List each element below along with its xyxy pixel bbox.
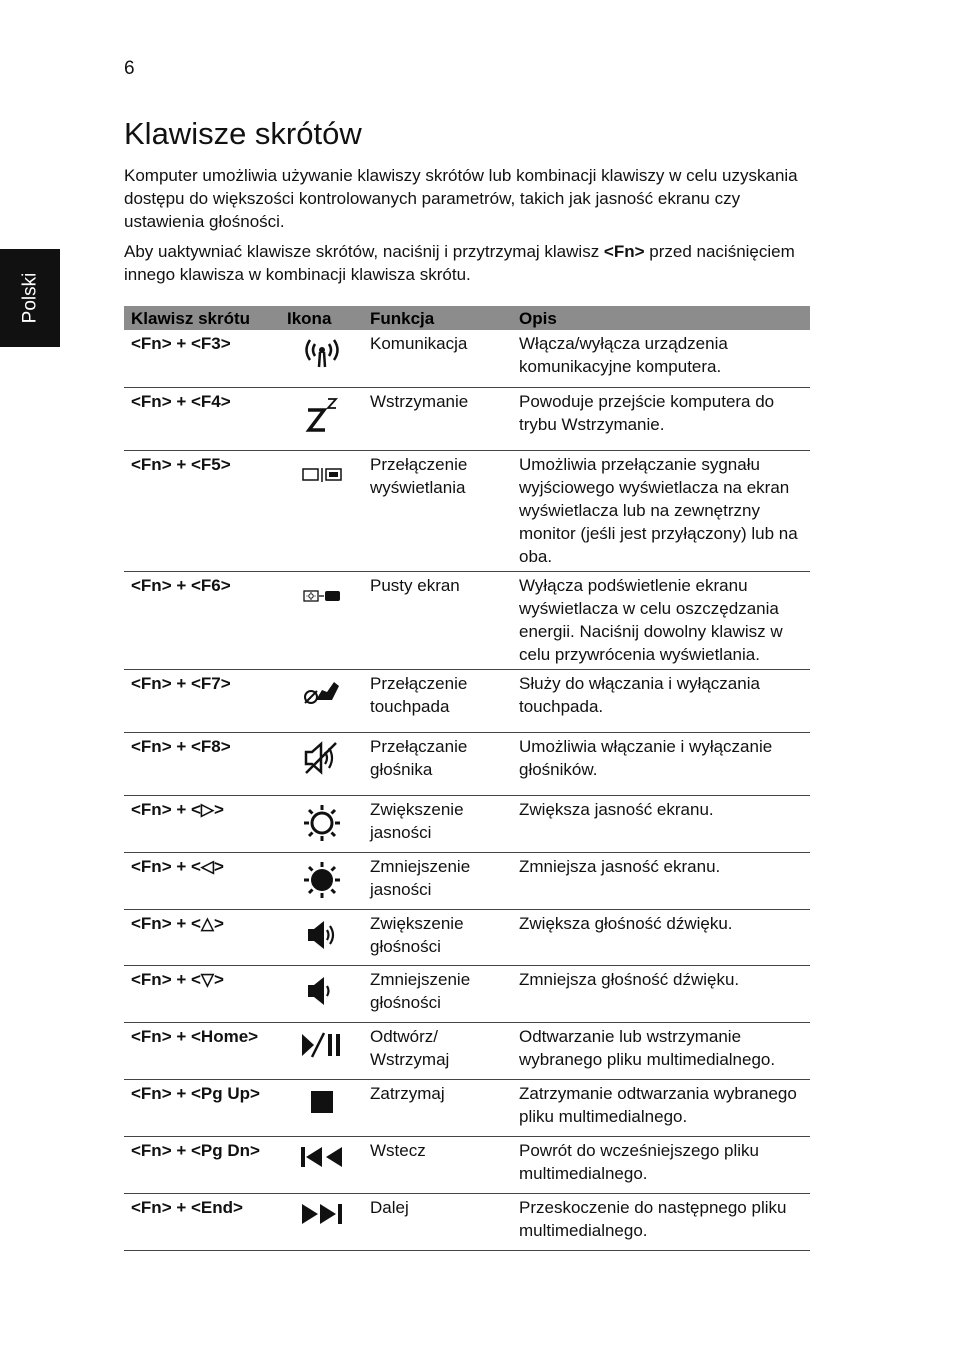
table-row <box>124 1022 810 1079</box>
shortcut-description: Zmniejsza jasność ekranu. <box>512 852 810 909</box>
shortcut-function: Przełączenie wyświetlania <box>363 450 512 571</box>
shortcut-key: <Fn> + <F6> <box>124 571 280 669</box>
display-toggle-icon <box>302 468 342 482</box>
intro-paragraph: Komputer umożliwia używanie klawiszy skrótów lub kombinacji klawiszy w celu uzyskania dostępu do większości kontrolowanych parametrów, takich jak jasność ekranu czy ustawienia głośności. <box>124 166 798 231</box>
shortcut-function: Zmniejszenie głośności <box>363 965 512 1022</box>
table-row <box>124 1136 810 1193</box>
shortcut-key: <Fn> + <F8> <box>124 732 280 795</box>
instruction-text-end: przed naciśnięciem innego klawisza w kombinacji klawisza skrótu. <box>124 242 795 284</box>
shortcut-function: Wstecz <box>363 1136 512 1193</box>
page-number: 6 <box>124 58 135 79</box>
table-row <box>124 852 810 909</box>
shortcut-description: Wyłącza podświetlenie ekranu wyświetlacza w celu oszczędzania energii. Naciśnij dowolny klawisz w celu przywrócenia wyświetlania. <box>512 571 810 669</box>
shortcut-table <box>124 306 810 1251</box>
table-row <box>124 965 810 1022</box>
shortcut-key: <Fn> + <F5> <box>124 450 280 571</box>
shortcut-function: Zatrzymaj <box>363 1079 512 1136</box>
shortcut-function: Przełączanie głośnika <box>363 732 512 795</box>
shortcut-key: <Fn> + <F7> <box>124 669 280 732</box>
page-title: Klawisze skrótów <box>124 116 362 151</box>
table-row <box>124 1193 810 1250</box>
speaker-toggle-icon <box>302 741 342 775</box>
previous-track-icon <box>300 1145 344 1169</box>
shortcut-description: Umożliwia przełączanie sygnału wyjściowego wyświetlacza na ekran wyświetlacza lub na zewnętrzny monitor (jeśli jest przyłączony) lub na oba. <box>512 450 810 571</box>
table-row <box>124 669 810 732</box>
fn-key-label: <Fn> <box>603 242 645 261</box>
header-function: Funkcja <box>363 306 512 330</box>
shortcut-function: Dalej <box>363 1193 512 1250</box>
shortcut-description: Powoduje przejście komputera do trybu Wstrzymanie. <box>512 387 810 450</box>
touchpad-toggle-icon <box>302 678 342 706</box>
shortcut-key: <Fn> + <△> <box>124 909 280 965</box>
shortcut-key: <Fn> + <▷> <box>124 795 280 852</box>
shortcut-function: Zmniejszenie jasności <box>363 852 512 909</box>
sleep-icon <box>304 396 340 434</box>
language-label: Polski <box>19 272 40 324</box>
wireless-communication-icon <box>302 338 342 368</box>
next-track-icon <box>300 1202 344 1226</box>
header-icon: Ikona <box>280 306 363 330</box>
table-row <box>124 909 810 965</box>
table-header-row <box>124 306 810 330</box>
shortcut-description: Odtwarzanie lub wstrzymanie wybranego pliku multimedialnego. <box>512 1022 810 1079</box>
shortcut-function: Pusty ekran <box>363 571 512 669</box>
header-description: Opis <box>512 306 810 330</box>
screen-blank-icon <box>302 589 342 603</box>
shortcut-function: Przełączenie touchpada <box>363 669 512 732</box>
shortcut-key: <Fn> + <Pg Up> <box>124 1079 280 1136</box>
language-side-tab <box>0 249 60 347</box>
shortcut-description: Włącza/wyłącza urządzenia komunikacyjne komputera. <box>512 330 810 387</box>
shortcut-function: Zwiększenie jasności <box>363 795 512 852</box>
instruction-text-start: Aby uaktywniać klawisze skrótów, naciśnij i przytrzymaj klawisz <box>124 242 604 261</box>
shortcut-description: Służy do włączania i wyłączania touchpada. <box>512 669 810 732</box>
stop-icon <box>302 1088 342 1116</box>
shortcut-key: <Fn> + <End> <box>124 1193 280 1250</box>
shortcut-description: Umożliwia włączanie i wyłączanie głośników. <box>512 732 810 795</box>
table-row <box>124 732 810 795</box>
play-pause-icon <box>300 1031 344 1059</box>
shortcut-description: Zatrzymanie odtwarzania wybranego pliku multimedialnego. <box>512 1079 810 1136</box>
shortcut-description: Powrót do wcześniejszego pliku multimedialnego. <box>512 1136 810 1193</box>
brightness-up-icon <box>302 804 342 842</box>
brightness-down-icon <box>302 861 342 899</box>
shortcut-key: <Fn> + <F3> <box>124 330 280 387</box>
shortcut-key: <Fn> + <◁> <box>124 852 280 909</box>
shortcut-key: <Fn> + <Home> <box>124 1022 280 1079</box>
table-row <box>124 330 810 387</box>
shortcut-description: Przeskoczenie do następnego pliku multimedialnego. <box>512 1193 810 1250</box>
table-row <box>124 571 810 669</box>
shortcut-key: <Fn> + <Pg Dn> <box>124 1136 280 1193</box>
shortcut-description: Zmniejsza głośność dźwięku. <box>512 965 810 1022</box>
shortcut-function: Zwiększenie głośności <box>363 909 512 965</box>
table-row <box>124 795 810 852</box>
volume-down-icon <box>302 974 342 1008</box>
table-row <box>124 387 810 450</box>
shortcut-function: Odtwórz/ Wstrzymaj <box>363 1022 512 1079</box>
volume-up-icon <box>302 918 342 952</box>
instruction-paragraph <box>124 240 804 286</box>
shortcut-description: Zwiększa jasność ekranu. <box>512 795 810 852</box>
table-row <box>124 450 810 571</box>
shortcut-description: Zwiększa głośność dźwięku. <box>512 909 810 965</box>
shortcut-function: Komunikacja <box>363 330 512 387</box>
shortcut-key: <Fn> + <F4> <box>124 387 280 450</box>
header-key: Klawisz skrótu <box>124 306 280 330</box>
shortcut-function: Wstrzymanie <box>363 387 512 450</box>
table-row <box>124 1079 810 1136</box>
shortcut-key: <Fn> + <▽> <box>124 965 280 1022</box>
